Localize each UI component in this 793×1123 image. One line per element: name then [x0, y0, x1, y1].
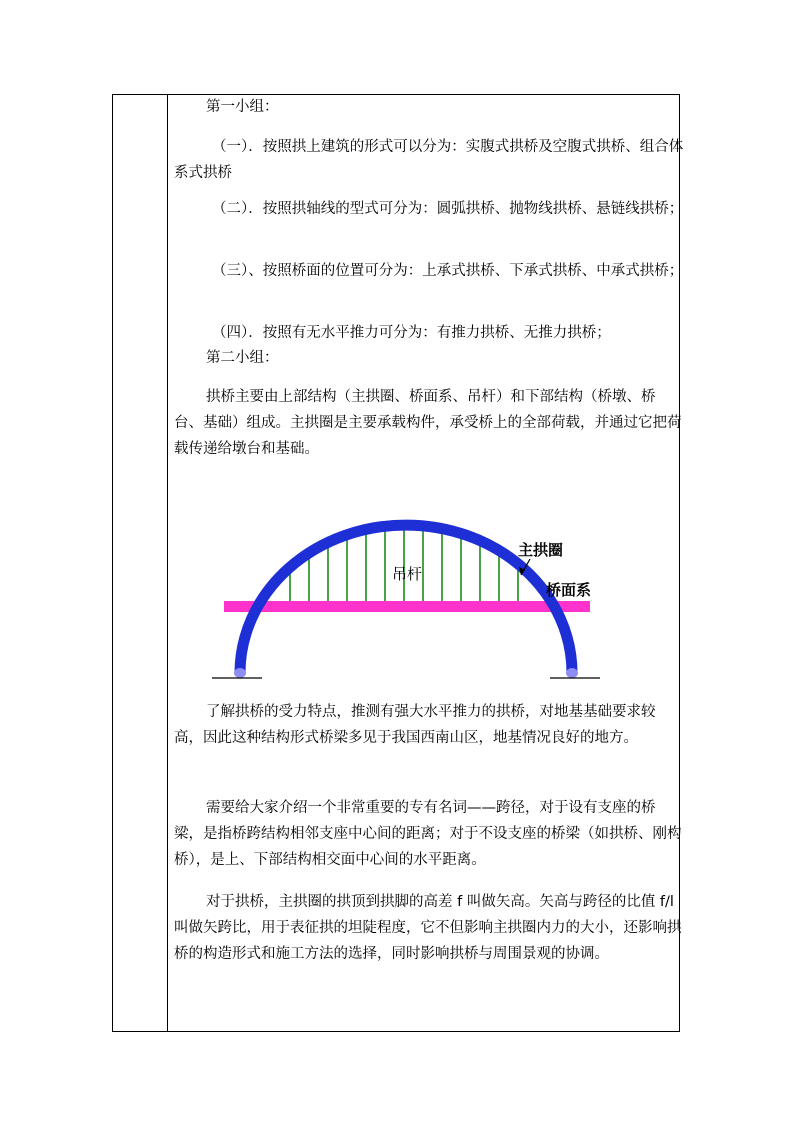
- classification-item-3: （三）、按照桥面的位置可分为：上承式拱桥、下承式拱桥、中承式拱桥；: [212, 263, 684, 279]
- left-footing: [234, 668, 246, 678]
- paragraph-force: 了解拱桥的受力特点，推测有强大水平推力的拱桥，对地基基础要求较高，因此这种结构形式桥梁多见于我国西南山区，地基情况良好的地方。: [174, 704, 656, 746]
- deck-beam: [224, 601, 590, 612]
- group2-title: 第二小组：: [206, 350, 279, 366]
- paragraph-span: 需要给大家介绍一个非常重要的专有名词——跨径，对于设有支座的桥梁，是指桥跨结构相邻支座中心间的距离；对于不设支座的桥梁（如拱桥、刚构桥），是上、下部结构相交面中心间的水平距离。: [174, 800, 682, 868]
- classification-item-1: （一）．按照拱上建筑的形式可以分为：实腹式拱桥及空腹式拱桥、组合体系式拱桥: [174, 139, 684, 181]
- classification-item-4: （四）．按照有无水平推力可分为：有推力拱桥、无推力拱桥；: [212, 325, 611, 341]
- paragraph-structure: 拱桥主要由上部结构（主拱圈、桥面系、吊杆）和下部结构（桥墩、桥台、基础）组成。主拱圈是主要承载构件，承受桥上的全部荷载，并通过它把荷载传递给墩台和基础。: [174, 389, 682, 457]
- column-divider: [167, 95, 168, 1031]
- hanger-label: 吊杆: [392, 565, 423, 583]
- main-arch-label: 主拱圈: [518, 541, 564, 559]
- deck-label: 桥面系: [546, 581, 592, 599]
- arch-bridge-diagram: [210, 515, 602, 685]
- paragraph-rise: 对于拱桥，主拱圈的拱顶到拱脚的高差 f 叫做矢高。矢高与跨径的比值 f/l 叫做矢跨比，用于表征拱的坦陡程度，它不但影响主拱圈内力的大小，还影响拱桥的构造形式和施工方法的选择，同时影响拱桥与周围景观的协调。: [174, 894, 682, 962]
- right-footing: [566, 668, 578, 678]
- classification-item-2: （二）．按照拱轴线的型式可分为：圆弧拱桥、抛物线拱桥、悬链线拱桥；: [212, 201, 684, 217]
- group1-title: 第一小组：: [206, 99, 279, 115]
